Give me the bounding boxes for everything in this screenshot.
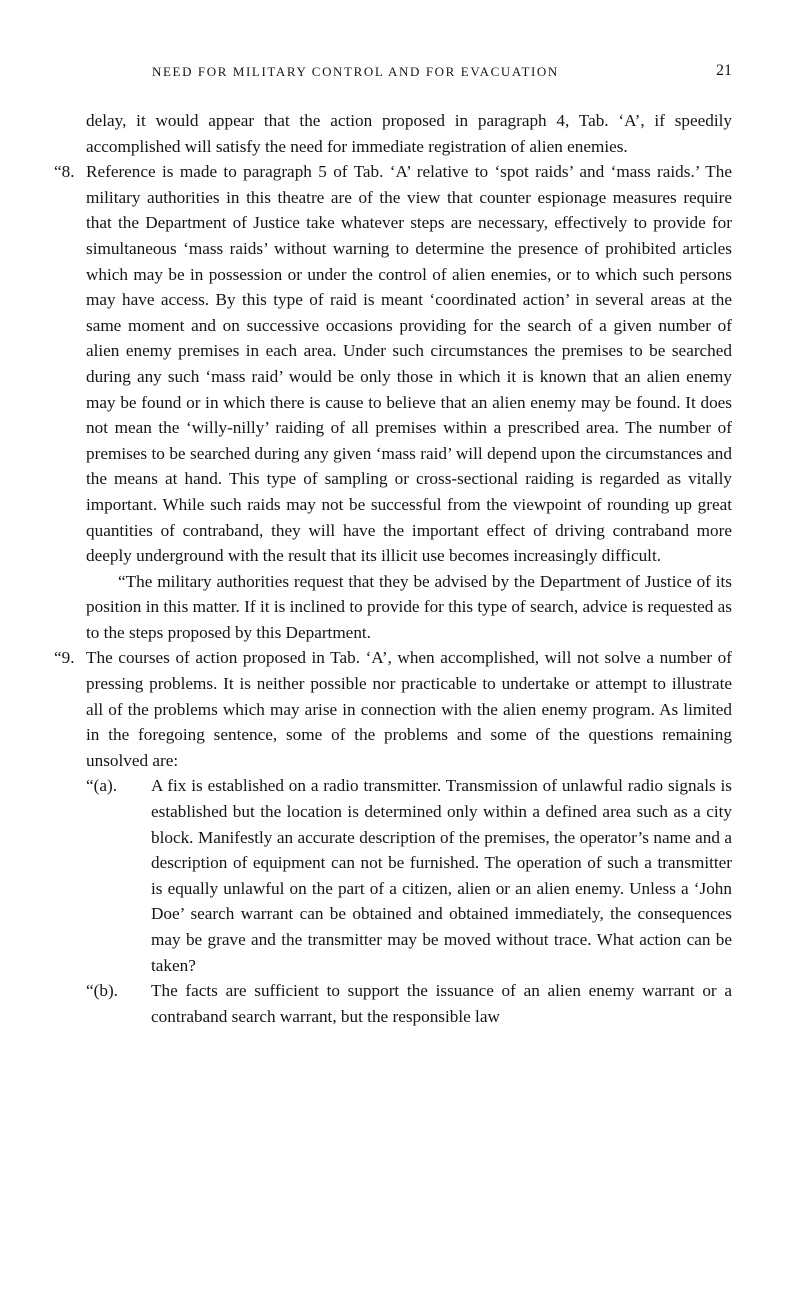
sub-item-b-label: “(b). (86, 981, 118, 1001)
sub-item-a (86, 773, 732, 978)
paragraph-8-continuation: “The military authorities request that they be advised by the Department of Justice of its position in this matter. If it is inclined to provide for this type of search, advice is requested as to the steps proposed by this Department. (86, 571, 732, 642)
running-title: NEED FOR MILITARY CONTROL AND FOR EVACUATION (152, 64, 559, 79)
paragraph-continuation: delay, it would appear that the action proposed in paragraph 4, Tab. ‘A’, if speedily accomplished will satisfy the need for immediate registration of alien enemies. (86, 111, 732, 156)
paragraph-9-text: The courses of action proposed in Tab. ‘A’, when accomplished, will not solve a number of pressing problems. It is neither possible nor practicable to undertake or attempt to illustrate all of the problems which may arise in connection with the alien enemy program. As limited in the foregoing sentence, some of the problems and some of the questions remaining unsolved are: (86, 648, 732, 770)
paragraph-8-number: “8. (54, 162, 75, 182)
body-text (54, 108, 732, 1029)
paragraph-8-text: Reference is made to paragraph 5 of Tab. ‘A’ relative to ‘spot raids’ and ‘mass raids.’ The military authorities in this theatre are of the view that counter espionage measures require that the Department of Justice take whatever steps are necessary, effectively to provide for simultaneous ‘mass raids’ without warning to determine the presence of prohibited articles which may be in possession or under the control of alien enemies, or to which such persons may have access. By this type of raid is meant ‘coordinated action’ in several areas at the same moment and on successive occasions providing for the search of a given number of alien enemy premises in each area. Under such circumstances the premises to be searched during any such ‘mass raid’ would be only those in which it is known that an alien enemy may be found or in which there is cause to believe that an alien enemy may be found. It does not mean the ‘willy-nilly’ raiding of all premises within a prescribed area. The number of premises to be searched during any given ‘mass raid’ will depend upon the circumstances and the means at hand. This type of sampling or cross-sectional raiding is regarded as vitally important. While such raids may not be successful from the viewpoint of rounding up great quantities of contraband, they will have the important effect of driving contraband more deeply underground with the result that its illicit use becomes increasingly difficult. (86, 162, 732, 566)
paragraph-9 (54, 645, 732, 1029)
page-number: 21 (716, 62, 732, 79)
paragraph-9-number: “9. (54, 648, 75, 668)
sub-item-a-text: A fix is established on a radio transmitter. Transmission of unlawful radio signals is established but the location is determined only within a defined area such as a city block. Manifestly an accurate description of the premises, the operator’s name and a description of equipment can not be furnished. The operation of such a transmitter is equally unlawful on the part of a citizen, alien or an alien enemy. Unless a ‘John Doe’ search warrant can be obtained and obtained immediately, the consequences may be grave and the transmitter may be moved without trace. What action can be taken? (151, 776, 732, 975)
sub-item-b-text: The facts are sufficient to support the issuance of an alien enemy warrant or a contraband search warrant, but the responsible law (151, 981, 732, 1026)
sub-item-b (86, 978, 732, 1029)
sub-item-a-label: “(a). (86, 776, 118, 796)
paragraph-8 (54, 159, 732, 645)
